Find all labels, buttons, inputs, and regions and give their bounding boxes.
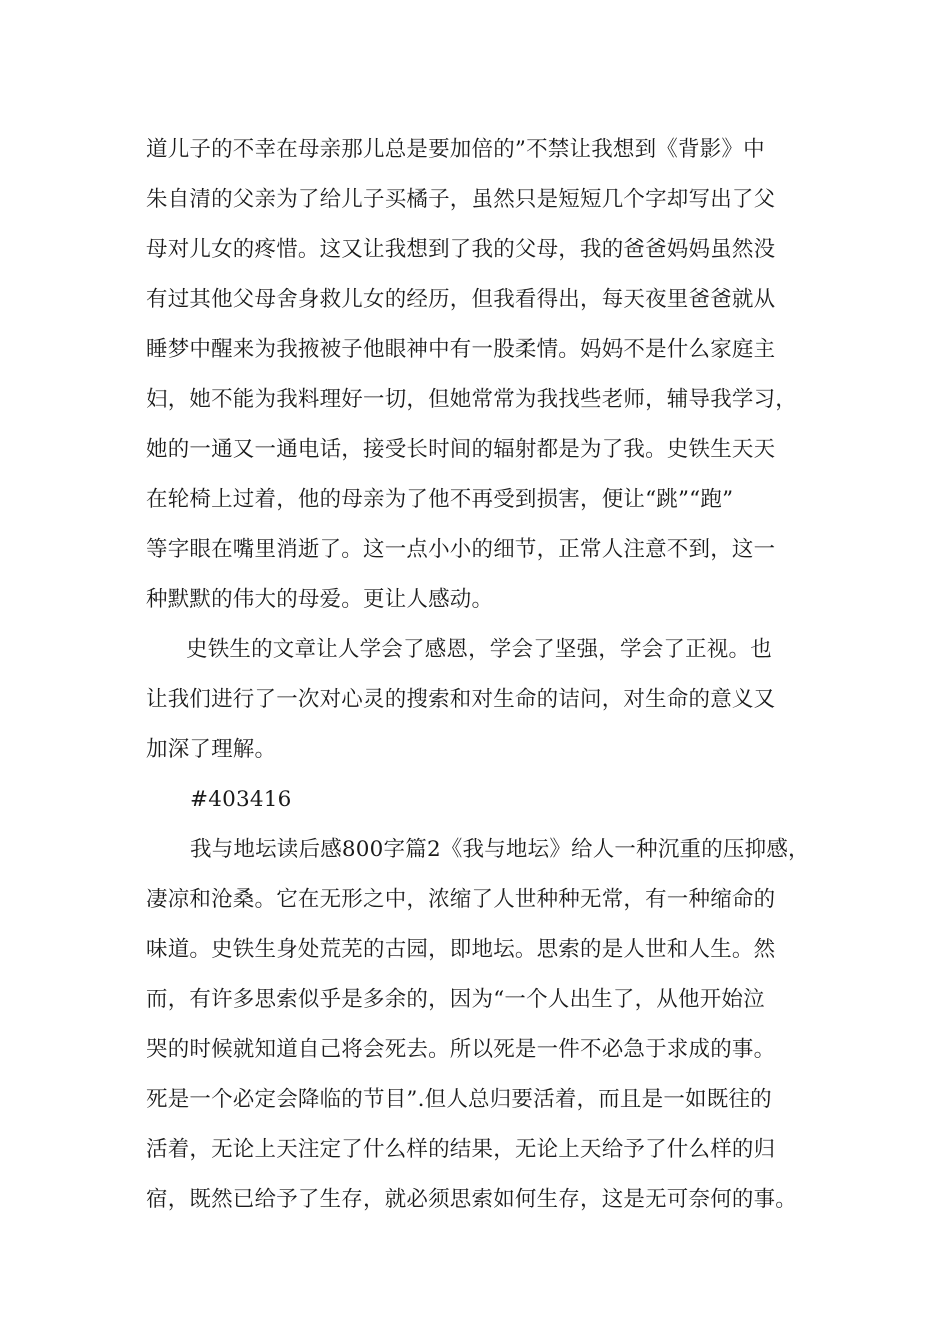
text-line: 等字眼在嘴里消逝了。这一点小小的细节，正常人注意不到，这一 [146, 537, 776, 562]
text-line: 种默默的伟大的母爱。更让人感动。 [146, 587, 494, 612]
text-line: 哭的时候就知道自己将会死去。所以死是一件不必急于求成的事。 [146, 1037, 776, 1062]
text-line: 妇，她不能为我料理好一切，但她常常为我找些老师，辅导我学习， [146, 387, 798, 412]
text-line: 朱自清的父亲为了给儿子买橘子，虽然只是短短几个字却写出了父 [146, 187, 776, 212]
text-line: 让我们进行了一次对心灵的搜索和对生命的诘问，对生命的意义又 [146, 687, 776, 712]
text-line: 我与地坛读后感800字篇2《我与地坛》给人一种沉重的压抑感， [190, 837, 810, 862]
text-line: 史铁生的文章让人学会了感恩，学会了坚强，学会了正视。也 [186, 637, 772, 662]
text-line: 她的一通又一通电话，接受长时间的辐射都是为了我。史铁生天天 [146, 437, 776, 462]
text-line: 加深了理解。 [146, 737, 277, 762]
document-id: #403416 [190, 787, 292, 812]
text-line: 宿，既然已给予了生存，就必须思索如何生存，这是无可奈何的事。 [146, 1187, 798, 1212]
text-line: 而，有许多思索似乎是多余的，因为“一个人出生了，从他开始泣 [146, 987, 765, 1012]
text-line: 睡梦中醒来为我掖被子他眼神中有一股柔情。妈妈不是什么家庭主 [146, 337, 776, 362]
text-line: 凄凉和沧桑。它在无形之中，浓缩了人世种种无常，有一种缩命的 [146, 887, 776, 912]
text-line: 母对儿女的疼惜。这又让我想到了我的父母，我的爸爸妈妈虽然没 [146, 237, 776, 262]
text-line: 活着，无论上天注定了什么样的结果，无论上天给予了什么样的归 [146, 1137, 776, 1162]
text-line: 味道。史铁生身处荒芜的古园，即地坛。思索的是人世和人生。然 [146, 937, 776, 962]
text-line: 道儿子的不幸在母亲那儿总是要加倍的”不禁让我想到《背影》中 [146, 137, 765, 162]
text-line: 在轮椅上过着，他的母亲为了他不再受到损害，便让“跳”“跑” [146, 487, 734, 512]
text-line: 死是一个必定会降临的节目”.但人总归要活着，而且是一如既往的 [146, 1087, 772, 1112]
text-line: 有过其他父母舍身救儿女的经历，但我看得出，每天夜里爸爸就从 [146, 287, 776, 312]
